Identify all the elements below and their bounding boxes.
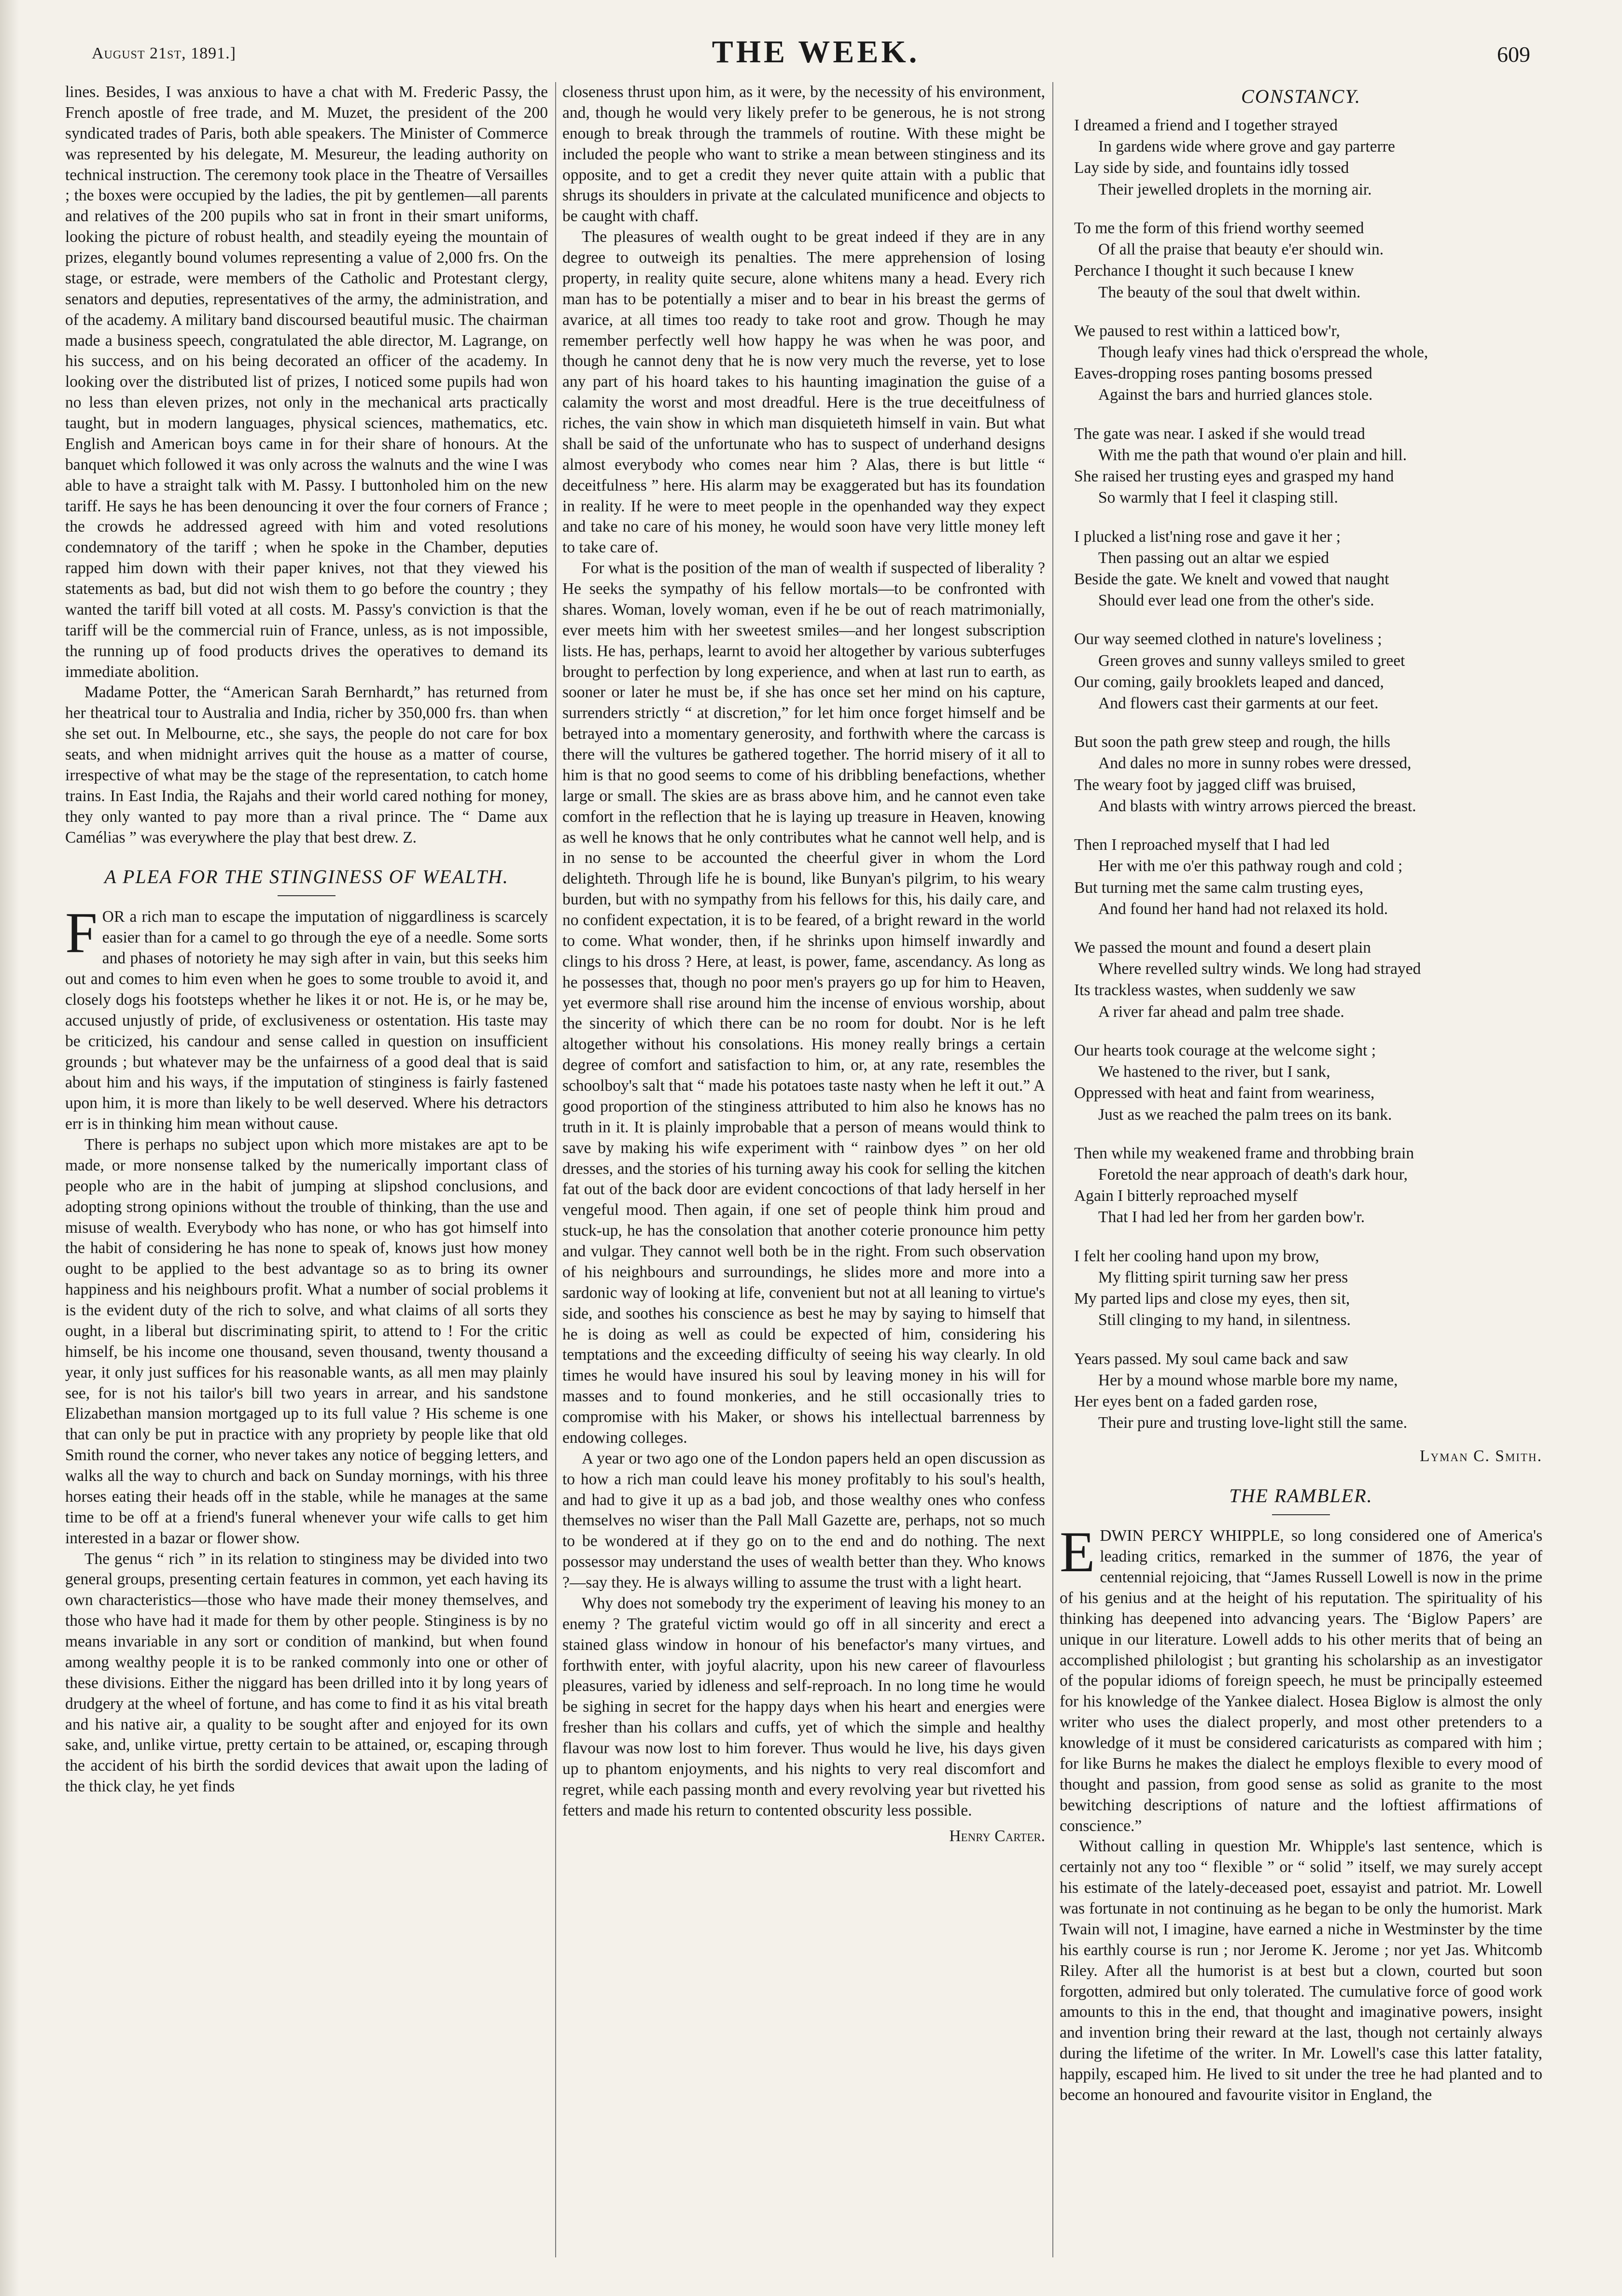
- poem-line: The gate was near. I asked if she would tread: [1074, 424, 1365, 443]
- masthead: [48, 34, 1583, 72]
- poem-stanza: [1074, 218, 1542, 303]
- poem-line: That I had led her from her garden bow'r.: [1098, 1208, 1365, 1226]
- poem-line: Years passed. My soul came back and saw: [1074, 1350, 1348, 1368]
- poem-line: Though leafy vines had thick o'erspread the whole,: [1098, 343, 1428, 361]
- poem-line: Perchance I thought it such because I knew: [1074, 262, 1354, 280]
- poem-line: And flowers cast their garments at our feet.: [1098, 694, 1379, 713]
- section-divider: [278, 895, 336, 896]
- plea-article-paragraph: There is perhaps no subject upon which more mistakes are apt to be made, or more nonsense talked by the numerically important class of people who are in the habit of jumping at slipshod conclusions, and adopting strong opinions without the trouble of thinking, than the use and misuse of wealth. Everybody who has none, or who has got himself into the habit of considering he has none to speak of, knows just how money ought to be applied to the best advantage so as to bring its owner happiness and his neighbours profit. What a number of social problems it is the evident duty of the rich to solve, and what claims of all sorts they ought, in a liberal but discriminating spirit, to attend to ! For the critic himself, be his income one thousand, seven thousand, twenty thousand a year, it only just suffices for his reasonable wants, as all men may plainly see, for is not his tailor's bill two years in arrear, and his sandstone Elizabethan mansion mortgaged up to its full value ? His scheme is one that can only be put in practice with any propriety by people like that old Smith round the corner, who never takes any notice of begging letters, and walks all the way to church and back on Sunday mornings, with his three horses eating their heads off in the stable, while he manages at the same time to be off at a friend's funeral whenever your wife calls to get him interested in a bazar or flower show.: [65, 1136, 548, 1547]
- paris-letter-paragraph: Madame Potter, the “American Sarah Bernhardt,” has returned from her theatrical tour to Australia and India, richer by 350,000 frs. than when she set out. In Melbourne, etc., she says, the people do not care for box seats, and when midnight arrives quit the house as a matter of course, irrespective of what may be the stage of the representation, to catch home trains. In East India, the Rajahs and their world cared nothing for money, they only wanted to pay more than a rival prince. The “ Dame aux Camélias ” was everywhere the play that best drew. Z.: [65, 683, 548, 846]
- poem-line: She raised her trusting eyes and grasped my hand: [1074, 467, 1394, 486]
- poem-line: In gardens wide where grove and gay parterre: [1098, 138, 1395, 156]
- poem-line: We hastened to the river, but I sank,: [1098, 1063, 1330, 1081]
- plea-article-paragraph: Why does not somebody try the experiment of leaving his money to an enemy ? The grateful victim would go off in all sincerity and erect a stained glass window in honour of his benefactor's many virtues, and forthwith enter, with joyful alacrity, upon his new career of flavourless pleasures, varied by idleness and self-reproach. In no long time he would be sighing in secret for the happy days when his heart and energies were fresher than his collars and cuffs, yet of which the simple and healthy flavour was now lost to him forever. Thus would he live, his days given up to phantom enjoyments, and his nights to very real discomfort and regret, while each passing month and every revolving year but rivetted his fetters and made his return to contented obscurity less possible.: [562, 1594, 1045, 1819]
- poem-line: Again I bitterly reproached myself: [1074, 1187, 1298, 1205]
- poem-stanza: [1074, 1349, 1542, 1434]
- poem-line: My parted lips and close my eyes, then sit,: [1074, 1290, 1350, 1308]
- poem-stanza: [1074, 732, 1542, 817]
- poem-line: To me the form of this friend worthy seemed: [1074, 219, 1364, 237]
- poem-line: Beside the gate. We knelt and vowed that naught: [1074, 570, 1389, 588]
- poem-line: Where revelled sultry winds. We long had strayed: [1098, 960, 1421, 978]
- poem-line: Then while my weakened frame and throbbing brain: [1074, 1144, 1414, 1162]
- poem-line: Her by a mound whose marble bore my name,: [1098, 1371, 1398, 1389]
- rambler-text: DWIN PERCY WHIPPLE, so long considered one of America's leading critics, remarked in the summer of 1876, the year of centennial rejoicing, that “James Russell Lowell is now in the prime of his genius and at the height of his reputation. The spirituality of his thinking has deepened into advancing years. The ‘Biglow Papers’ are unique in our literature. Lowell adds to his other merits that of being an accomplished philologist ; but granting his scholarship as an investigator of the popular idioms of foreign speech, he must be principally esteemed for his knowledge of the Yankee dialect. Hosea Biglow is almost the only writer who uses the dialect properly, and most other pretenders to a knowledge of it must be considered caricaturists as compared with him ; for like Burns he makes the dialect he employs flexible to every mood of thought and passion, from good sense as solid as granite to the most bewitching descriptions of nature and the loftiest affirmations of conscience.”: [1060, 1527, 1542, 1835]
- poem-line: But turning met the same calm trusting eyes,: [1074, 878, 1364, 897]
- poem-line: And blasts with wintry arrows pierced the breast.: [1098, 797, 1416, 815]
- plea-article-paragraph: The pleasures of wealth ought to be great indeed if they are in any degree to outweigh its penalties. The mere apprehension of losing property, in reality quite secure, alone whitens many a head. Every rich man has to be potentially a miser and to bear in his breast the germs of avarice, at all times too ready to take root and grow. Though he may remember perfectly well how happy he was when he was poor, and though he cannot deny that he is now very much the reverse, yet to lose any part of his hoard takes to his haunting imagination the guise of a calamity the worst and most dreadful. Here is the true deceitfulness of riches, the vain show in which man disquieteth himself in vain. But what shall be said of the unfortunate who has to suspect of underhand designs almost everybody who comes near him ? Alas, there is but little “ deceitfulness ” here. His alarm may be exaggerated but has its foundation in reality. If he were to meet people in the openhanded way they expect and take no care of his money, he would soon have very little money left to take care of.: [562, 228, 1045, 557]
- scan-left-edge: [0, 0, 19, 2296]
- poem-stanza: [1074, 423, 1542, 509]
- poem-line: Their jewelled droplets in the morning air.: [1098, 180, 1372, 198]
- poem-line: Eaves-dropping roses panting bosoms pressed: [1074, 365, 1372, 383]
- poem-stanza: [1074, 629, 1542, 714]
- poem-line: With me the path that wound o'er plain and hill.: [1098, 446, 1407, 464]
- poem-line: And found her hand had not relaxed its hold.: [1098, 900, 1388, 918]
- poem-line: My flitting spirit turning saw her press: [1098, 1268, 1348, 1286]
- plea-article-paragraph: For what is the position of the man of wealth if suspected of liberality ? He seeks the sympathy of his fellow mortals—to be confronted with shares. Woman, lovely woman, even if he be out of reach matrimonially, ever meets him with her sweetest smiles—and her longest subscription lists. He has, perhaps, learnt to avoid her altogether by various subterfuges brought to perfection by long experience, and when at last run to earth, as sooner or later he must be, if she has once set her mind on his capture, surrenders strictly “ at discretion,” for let him once forget himself and be betrayed into a momentary generosity, and forthwith where the carcass is there will the vultures be gathered together. The horrid misery of it all to him is that no good seems to come of his dribbling benefactions, whether large or small. The skies are as brass above him, and he cannot even take comfort in the reflection that he is laying up treasure in Heaven, knowing as well he knows that he only contributes what he cannot well help, and is in no sense to be accounted the cheerful giver in whom the Lord delighteth. Through life he is bound, like Bunyan's pilgrim, to his weary burden, but with no sympathy from his fellows for this, his daily care, and no confident expectation, it is to be feared, of a bright reward in the world to come. What wonder, then, if he shrinks upon himself inwardly and clings to his dross ? Here, at least, is power, fame, ascendancy. As long as he possesses that, though no poor men's prayers go up for him to Heaven, yet evermore shall rise around him the incense of envious worship, about the sincerity of which there can be no room for doubt. Nor is he left altogether without his consolations. His money really brings a certain degree of comfort and satisfaction to him, or, at any rate, resembles the schoolboy's salt that “ made his potatoes taste nasty when he left it out.” A good proportion of the stinginess attributed to him also he knows has no truth in it. It is plainly improbable that a person of means would think to save by making his wife experiment with “ rainbow dyes ” on her old dresses, and the stories of his turning away his cook for selling the kitchen fat out of the back door are evident concoctions of that lady herself in her vengeful mood. Then again, if one set of people think him proud and stuck-up, he has the consolation that another coterie pronounce him petty and vulgar. They cannot well both be in the right. From such observation of his neighbours and surroundings, he slides more and more into a sardonic way of looking at life, convenient but not at all leaning to virtue's side, and soothes his conscience as best he may by saying to himself that he is doing as well as could be expected of him, considering his temptations and the exceeding difficulty of seeing his way clearly. In old times he would have insured his soul by leaving money in his will for masses and to found monkeries, and he still occasionally tries to compromise with his Maker, or shows his intellectual barrenness by endowing colleges.: [562, 559, 1045, 1447]
- poem-line: Oppressed with heat and faint from weariness,: [1074, 1084, 1375, 1102]
- poem-line: Foretold the near approach of death's dark hour,: [1098, 1165, 1408, 1183]
- paris-letter-paragraph: lines. Besides, I was anxious to have a chat with M. Frederic Passy, the French apostle of free trade, and M. Muzet, the president of the 200 syndicated trades of Paris, both able speakers. The Minister of Commerce was represented by his delegate, M. Mesureur, the leading authority on technical instruction. The ceremony took place in the Theatre of Versailles ; the boxes were occupied by the ladies, the pit by gentlemen—all parents and relatives of the 200 pupils who sat in front in their smart uniforms, looking the picture of robust health, and steadily eyeing the mountain of prizes, elegantly bound volumes representing a value of 2,000 frs. On the stage, or estrade, were members of the Catholic and Protestant clergy, senators and deputies, representatives of the army, the administration, and of the academy. A military band discoursed beautiful music. The chairman made a business speech, congratulated the able director, M. Lagrange, on his success, and on his being decorated an officer of the academy. In looking over the distributed list of prizes, I noticed some pupils had won no less than eleven prizes, not only in the mechanical arts practically taught, but in modern languages, physical sciences, mathematics, etc. English and American boys came in for their share of honours. At the banquet which followed it was only across the walnuts and the wine I was able to have a straight talk with M. Passy. I buttonholed him on the new tariff. He says he has been denouncing it over the four corners of France ; the crowds he addressed agreed with him and voted resolutions condemnatory of the tariff ; when he spoke in the Chamber, deputies rapped him down with their paper knives, not that they viewed his statements as bad, but did not wish them to go before the country ; they wanted the tariff bill voted at all costs. M. Passy's conviction is that the tariff will be the commercial ruin of France, unless, as is not impossible, the running up of food products drives the operatives to demand its immediate abolition.: [65, 83, 548, 681]
- column-right: [1060, 82, 1542, 2277]
- plea-article-title: A PLEA FOR THE STINGINESS OF WEALTH.: [104, 866, 509, 888]
- plea-article-paragraph: A year or two ago one of the London papers held an open discussion as to how a rich man could leave his money profitably to his soul's health, and had to give it up as a bad job, and those wealthy ones who confess themselves no wiser than the Pall Mall Gazette are, perhaps, not so much to be wondered at if they go on to the end and do nothing. The next possessor may understand the uses of wealth better than they. Who knows ?—say they. He is always willing to assume the trust with a light heart.: [562, 1449, 1045, 1592]
- publication-title: THE WEEK.: [712, 34, 920, 70]
- poem-line: Still clinging to my hand, in silentness.: [1098, 1311, 1351, 1329]
- poem-line: The weary foot by jagged cliff was bruised,: [1074, 775, 1356, 794]
- poem-line: I plucked a list'ning rose and gave it her ;: [1074, 527, 1341, 546]
- poem-stanza: [1074, 1246, 1542, 1331]
- poem-line: Its trackless wastes, when suddenly we saw: [1074, 981, 1356, 1000]
- poem-line: But soon the path grew steep and rough, the hills: [1074, 733, 1391, 751]
- issue-date: August 21st, 1891.]: [92, 44, 236, 62]
- poem-line: Her with me o'er this pathway rough and cold ;: [1098, 857, 1403, 875]
- poem-title: CONSTANCY.: [1241, 85, 1361, 107]
- poem-line: Our way seemed clothed in nature's loveliness ;: [1074, 630, 1382, 648]
- poet-signature: Lyman C. Smith.: [1420, 1447, 1542, 1465]
- poem-line: Our hearts took courage at the welcome sight ;: [1074, 1041, 1376, 1059]
- poem-line: I felt her cooling hand upon my brow,: [1074, 1247, 1319, 1265]
- column-left: [65, 82, 548, 2277]
- poem-stanza: [1074, 1040, 1542, 1126]
- column-rule: [555, 82, 556, 2257]
- plea-article-text: OR a rich man to escape the imputation of niggardliness is scarcely easier than for a camel to go through the eye of a needle. Some sorts and phases of notoriety he may sigh after in vain, but this seeks him out and comes to him even when he goes to some trouble to avoid it, and closely dogs his footsteps whether he likes it or not. He is, or he may be, accused unjustly of pride, of exclusiveness or ostentation. His taste may be criticized, his candour and sense called in question on insufficient grounds ; but whatever may be the unfairness of a good deal that is said about him and his ways, if the imputation of stinginess is fairly fastened upon him, it is more than likely to be well deserved. Where his detractors err is in thinking him mean without cause.: [65, 908, 548, 1133]
- poem-line: So warmly that I feel it clasping still.: [1098, 489, 1338, 507]
- column-rule: [1052, 82, 1053, 2257]
- poem-line: Against the bars and hurried glances stole.: [1098, 386, 1373, 404]
- plea-article-paragraph: closeness thrust upon him, as it were, by the necessity of his environment, and, though he would very likely prefer to be generous, he is not strong enough to break through the trammels of routine. With these might be included the people who want to strike a mean between stinginess and its opposite, and to get a credit they never quite attain with a public that shrugs its shoulders in private at the calculated munificence and objects to be caught with chaff.: [562, 83, 1045, 225]
- drop-cap: F: [65, 901, 98, 965]
- poem-line: Green groves and sunny valleys smiled to greet: [1098, 651, 1405, 670]
- poem-line: Her eyes bent on a faded garden rose,: [1074, 1392, 1318, 1410]
- poem-line: A river far ahead and palm tree shade.: [1098, 1002, 1344, 1021]
- drop-cap: E: [1060, 1520, 1095, 1584]
- column-middle: [562, 82, 1045, 2277]
- poem-stanza: [1074, 834, 1542, 920]
- poem-line: I dreamed a friend and I together strayed: [1074, 116, 1338, 134]
- poem-line: Just as we reached the palm trees on its bank.: [1098, 1105, 1392, 1124]
- rambler-title: THE RAMBLER.: [1229, 1485, 1373, 1507]
- plea-article-paragraph: The genus “ rich ” in its relation to stinginess may be divided into two general groups, presenting certain features in common, yet each having its own characteristics—those who have made their money themselves, and those who have had it made for them by other people. Stinginess is by no means invariable in any sort or condition of mankind, but when found among wealthy people it is to be ranked commonly into one or other of these divisions. Either the niggard has been drilled into it by long years of drudgery at the wheel of fortune, and has come to find it as his vital breath and his native air, a quality to be sought after and enjoyed for its own sake, and, unlike virtue, pretty certain to be attained, or, escaping through the accident of his birth the sordid devices that await upon the lading of the thick clay, he yet finds: [65, 1549, 548, 1796]
- rambler-paragraph: Without calling in question Mr. Whipple's last sentence, which is certainly not any too “ flexible ” or “ solid ” itself, we may surely accept his estimate of the lately-deceased poet, essayist and patriot. Mr. Lowell was fortunate in not continuing as he began to be only the humorist. Mark Twain will not, I imagine, have earned a niche in Westminster by the time his earthly course is run ; nor Jerome K. Jerome ; nor yet Jas. Whitcomb Riley. After all the humorist is at best but a clown, courted but soon forgotten, admired but only tolerated. The cumulative force of good work amounts to this in the end, that thought and imaginative powers, insight and invention bring their reward at the last, though not certainly always during the lifetime of the writer. In Mr. Lowell's case this latter fatality, happily, escaped him. He lived to sit under the tree he had planted and to become an honoured and favourite visitor in England, the: [1060, 1837, 1542, 2104]
- page-number: 609: [1497, 42, 1530, 67]
- poem-stanza: [1074, 1143, 1542, 1228]
- poem-stanza: [1074, 321, 1542, 406]
- poem-line: We passed the mount and found a desert plain: [1074, 939, 1371, 957]
- poem-constancy: [1060, 115, 1542, 1434]
- poem-line: Our coming, gaily brooklets leaped and danced,: [1074, 673, 1384, 691]
- poem-line: We paused to rest within a latticed bow'r,: [1074, 322, 1340, 340]
- poem-line: And dales no more in sunny robes were dressed,: [1098, 754, 1412, 773]
- plea-article-paragraph: [65, 901, 548, 1135]
- poem-stanza: [1074, 526, 1542, 612]
- poem-stanza: [1074, 115, 1542, 200]
- poem-line: The beauty of the soul that dwelt within.: [1098, 283, 1361, 301]
- poem-line: Of all the praise that beauty e'er should win.: [1098, 240, 1384, 259]
- poem-line: Then passing out an altar we espied: [1098, 549, 1329, 567]
- author-signature: Henry Carter.: [949, 1827, 1045, 1845]
- section-divider: [1272, 1514, 1330, 1515]
- poem-line: Their pure and trusting love-light still the same.: [1098, 1414, 1408, 1432]
- rambler-paragraph: [1060, 1520, 1542, 1836]
- poem-stanza: [1074, 937, 1542, 1023]
- poem-line: Lay side by side, and fountains idly tossed: [1074, 159, 1349, 177]
- poem-line: Should ever lead one from the other's side.: [1098, 592, 1374, 610]
- poem-line: Then I reproached myself that I had led: [1074, 836, 1330, 854]
